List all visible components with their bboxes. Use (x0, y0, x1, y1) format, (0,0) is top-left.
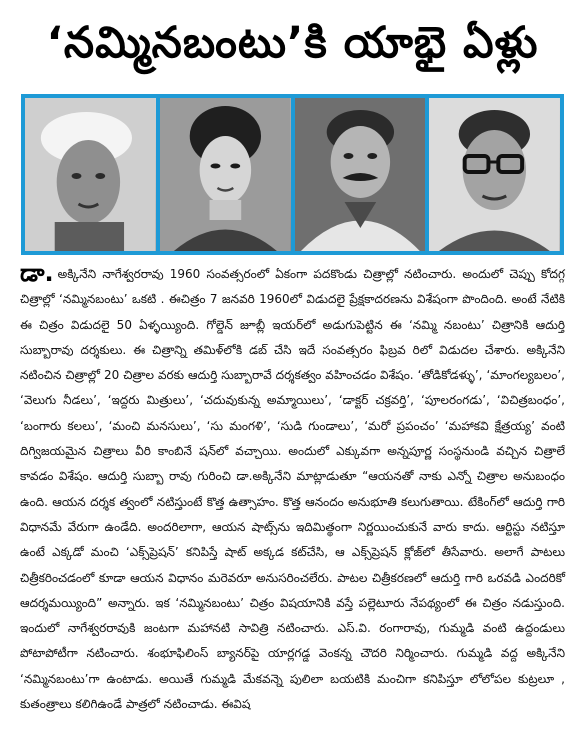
portrait-man-mustache-icon (295, 98, 426, 251)
portrait-man-turban-icon (25, 98, 156, 251)
article-paragraph (20, 259, 565, 717)
page-title: ‘నమ్మినబంటు’కి యాభై ఏళ్లు (46, 18, 539, 68)
article-text: అక్కినేని నాగేశ్వరరావు 1960 సంవత్సరంలో ఏకంగా పదకొండు చిత్రాల్లో నటించారు. అందులో చెప్పు కోదగ్గ చిత్రాల్లో ‘నమ్మినబంటు’ ఒకటి . ఈచిత్రం 7 జనవరి 1960లో విడుదలై ప్రేక్షకాదరణను విశేషంగా పొందింది. అంటే నేటికి ఈ చిత్రం విడుదలై 50 ఏళ్ళయ్యింది. గోల్డెన్ జూబ్లీ ఇయర్‌లో అడుగుపెట్టిన ఈ ‘నమ్మి నబంటు’ చిత్రానికి ఆదుర్తి సుబ్బారావు దర్శకులు. ఈ చిత్రాన్ని తమిళ్‌లోకి డబ్ చేసి ఇదే సంవత్సరం ఫిబ్రవ రిలో విడుదల చేశారు. అక్కినేని నటించిన చిత్రాల్లో 20 చిత్రాల వరకు ఆదుర్తి సుబ్బారావే దర్శకత్వం వహించడం విశేషం. ‘తోడికోడళ్ళు’, ‘మాంగల్యబలం’, ‘వెలుగు నీడలు’, ‘ఇద్దరు మిత్రులు’, ‘చదువుకున్న అమ్మాయిలు’, ‘డాక్టర్ చక్రవర్తి’, ‘పూలరంగడు’, ‘విచిత్రబంధం’, ‘బంగారు కలలు’, ‘మంచి మనసులు’, ‘సు మంగళి’, ‘సుడి గుండాలు’, ‘మరో ప్రపంచం’ ‘మహాకవి క్షేత్రయ్య’ వంటి దిగ్విజయమైన చిత్రాలు వీరి కాంబినే షన్‌లో వచ్చాయి. అందులో ఎక్కువగా అన్నపూర్ణ సంస్థనుండి వచ్చిన చిత్రాలే కావడం విశేషం. ఆదుర్తి సుబ్బా రావు గురించి డా.అక్కినేని మాట్లాడుతూ “ఆయనతో నాకు ఎన్నో చిత్రాల అనుబంధం ఉంది. ఆయన దర్శక త్వంలో నటిస్తుంటే కొత్త ఉత్సాహం. కొత్త ఆనందం అనుభూతి కలుగుతాయి. టేకింగ్‌లో ఆదుర్తి గారి విధానమే వేరుగా ఉండేది. అందరిలాగా, ఆయన షాట్స్‌ను ఇదిమిత్థంగా నిర్ణయించుకునే వారు కాదు. ఆర్టిస్టు నటిస్తూ ఉంటే ఎక్కడో మంచి ‘ఎక్స్‌ప్రెషన్’ కనిపిస్తే షాట్ అక్కడ కట్‌చేసి, ఆ ఎక్స్‌ప్రెషన్ క్లోజ్‌లో తీసేవారు. అలాగే పాటలు చిత్రీకరించడంలో కూడా ఆయన విధానం మరెవరూ అనుసరించలేరు. పాటల చిత్రీకరణలో ఆదుర్తి గారి ఒరవడి ఎందరికో ఆదర్శమయ్యింది” అన్నారు. ఇక ‘నమ్మినబంటు’ చిత్రం విషయానికి వస్తే పల్లెటూరు నేపథ్యంలో ఈ చిత్రం నడుస్తుంది. ఇందులో నాగేశ్వరరావుకి జంటగా మహానటి సావిత్రి నటించారు. ఎస్.వి. రంగారావు, గుమ్మడి వంటి ఉద్దండులు పోటాపోటీగా నటించారు. శంభూఫిలింస్ బ్యానర్‌పై యార్లగడ్డ వెంకన్న చౌదరి నిర్మించారు. గుమ్మడి వద్ద అక్కినేని ‘నమ్మినబంటు’గా ఉంటాడు. అయితే గుమ్మడి మేకవన్నె పులిలా బయటికి మంచిగా కనిపిస్తూ లోలోపల కుట్రలూ , కుతంత్రాలు కలిగిఉండే పాత్రలో నటించాడు. ఈవిష (20, 267, 565, 712)
photo-2 (160, 98, 291, 251)
portrait-man-glasses-icon (429, 98, 560, 251)
photo-strip (21, 94, 564, 255)
dropcap: డా. (20, 259, 54, 287)
article-body (20, 259, 565, 717)
photo-4 (429, 98, 560, 251)
photo-1 (25, 98, 156, 251)
photo-3 (295, 98, 426, 251)
portrait-woman-icon (160, 98, 291, 251)
